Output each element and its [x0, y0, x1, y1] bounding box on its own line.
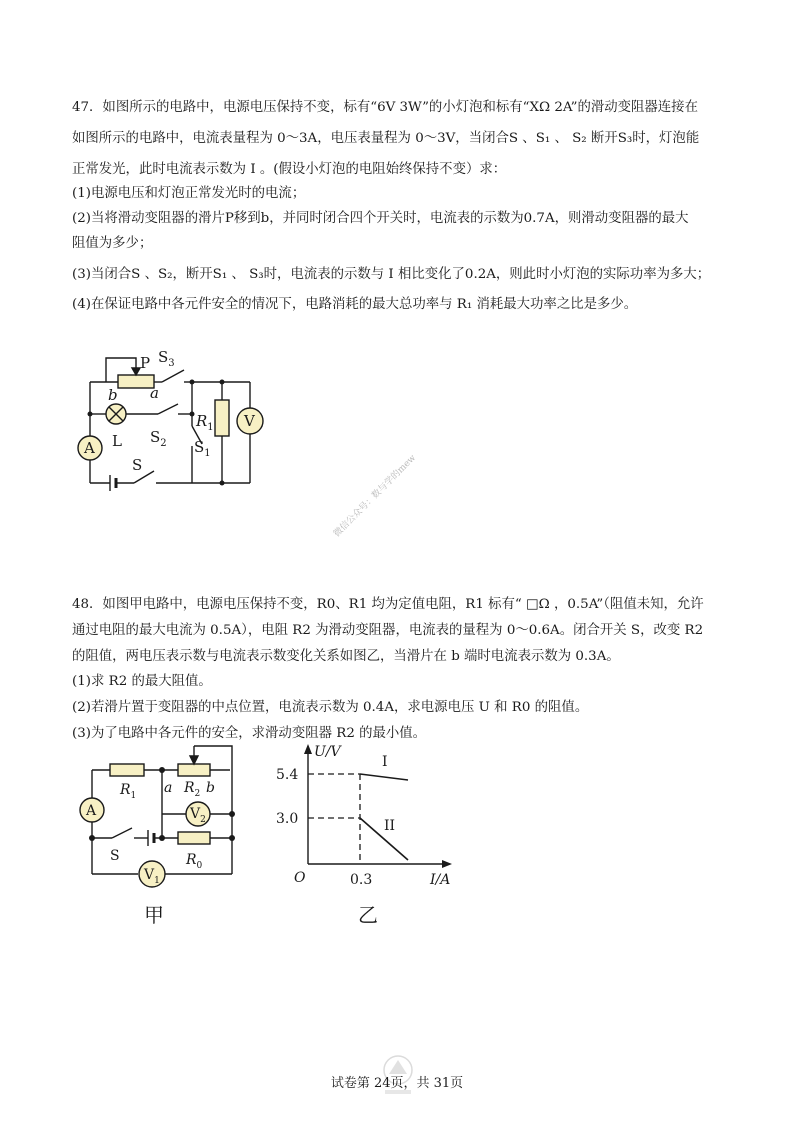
ammeter-label: A [86, 803, 97, 819]
label-S: S [110, 848, 120, 864]
q48-line-2: 通过电阻的最大电流为 0.5A），电阻 R2 为滑动变阻器，电流表的量程为 0～0.6A。闭合开关 S，改变 R2 [72, 622, 704, 638]
line-I [360, 774, 408, 780]
q48-line-1: 48．如图甲电路中，电源电压保持不变，R0、R1 均为定值电阻，R1 标有“ □Ω ，0.5A”（阻值未知，允许 [72, 597, 704, 612]
voltmeter-label: V [244, 412, 255, 430]
label-line-II: II [384, 818, 396, 834]
voltmeter-v1-label: $V_1$ [144, 867, 160, 886]
label-S: S [132, 456, 143, 474]
label-R0: $R_0$ [186, 852, 203, 871]
q48-circuit-diagram-jia [72, 742, 242, 932]
q47-part-1: (1)电源电压和灯泡正常发光时的电流； [72, 186, 306, 202]
q48-part-2: (2)若滑片置于变阻器的中点位置，电流表示数为 0.4A，求电源电压 U 和 R0 的阻值。 [72, 700, 589, 716]
label-S3: $S_3$ [158, 348, 175, 369]
watermark: 微信公众号：数与学的mew [332, 453, 419, 540]
tick-5.4: 5.4 [276, 767, 299, 783]
tick-3.0: 3.0 [276, 811, 299, 827]
label-a: a [150, 384, 159, 402]
label-L: L [112, 432, 122, 450]
question-47 [72, 98, 724, 326]
caption-yi: 乙 [358, 903, 378, 927]
x-axis-label: I/A [430, 872, 451, 888]
page-footer: 试卷第 24页，共 31页 [330, 1076, 464, 1091]
q47-line-2: 如图所示的电路中，电流表量程为 0～3A，电压表量程为 0～3V，当闭合S 、S₁ 、 S₂ 断开S₃时，灯泡能 [72, 130, 700, 146]
caption-jia: 甲 [144, 903, 164, 927]
q47-part-4: (4)在保证电路中各元件安全的情况下，电路消耗的最大总功率与 R₁ 消耗最大功率之比是多少。 [72, 297, 638, 313]
origin-label: O [294, 870, 306, 886]
q48-part-1: (1)求 R2 的最大阻值。 [72, 674, 212, 690]
q47-part-2-cont: 阻值为多少； [72, 235, 153, 251]
label-S2: $S_2$ [150, 428, 167, 449]
label-R2: $R_2$ [184, 780, 201, 799]
question-48 [72, 595, 724, 750]
label-b: b [108, 386, 118, 404]
q47-line-3: 正常发光，此时电流表示数为 I 。(假设小灯泡的电阻始终保持不变）求： [72, 161, 507, 177]
q48-graph-yi [268, 742, 468, 932]
label-R1: $R_1$ [120, 782, 137, 801]
label-S1: $S_1$ [194, 438, 211, 459]
q47-circuit-diagram [72, 348, 272, 498]
label-line-I: I [382, 754, 388, 770]
y-axis-label: U/V [314, 744, 341, 760]
q47-line-1: 47．如图所示的电路中，电源电压保持不变，标有“6V 3W”的小灯泡和标有“XΩ 2A”的滑动变阻器连接在 [72, 100, 698, 115]
tick-0.3: 0.3 [350, 872, 373, 888]
ammeter-label: A [84, 439, 95, 457]
voltmeter-v2-label: $V_2$ [190, 806, 206, 825]
label-R1: $R_1$ [196, 412, 214, 433]
q47-part-2: (2)当将滑动变阻器的滑片P移到b，并同时闭合四个开关时，电流表的示数为0.7A，则滑动变阻器的最大 [72, 211, 689, 227]
q47-part-3: (3)当闭合S 、S₂，断开S₁ 、 S₃时，电流表的示数与 I 相比变化了0.2A，则此时小灯泡的实际功率为多大； [72, 266, 711, 282]
label-a: a [164, 780, 173, 796]
q48-line-3: 的阻值，两电压表示数与电流表示数变化关系如图乙，当滑片在 b 端时电流表示数为 0.3A。 [72, 648, 620, 664]
label-b: b [206, 780, 215, 796]
q48-part-3: (3)为了电路中各元件的安全，求滑动变阻器 R2 的最小值。 [72, 725, 427, 741]
label-P: P [140, 354, 151, 372]
